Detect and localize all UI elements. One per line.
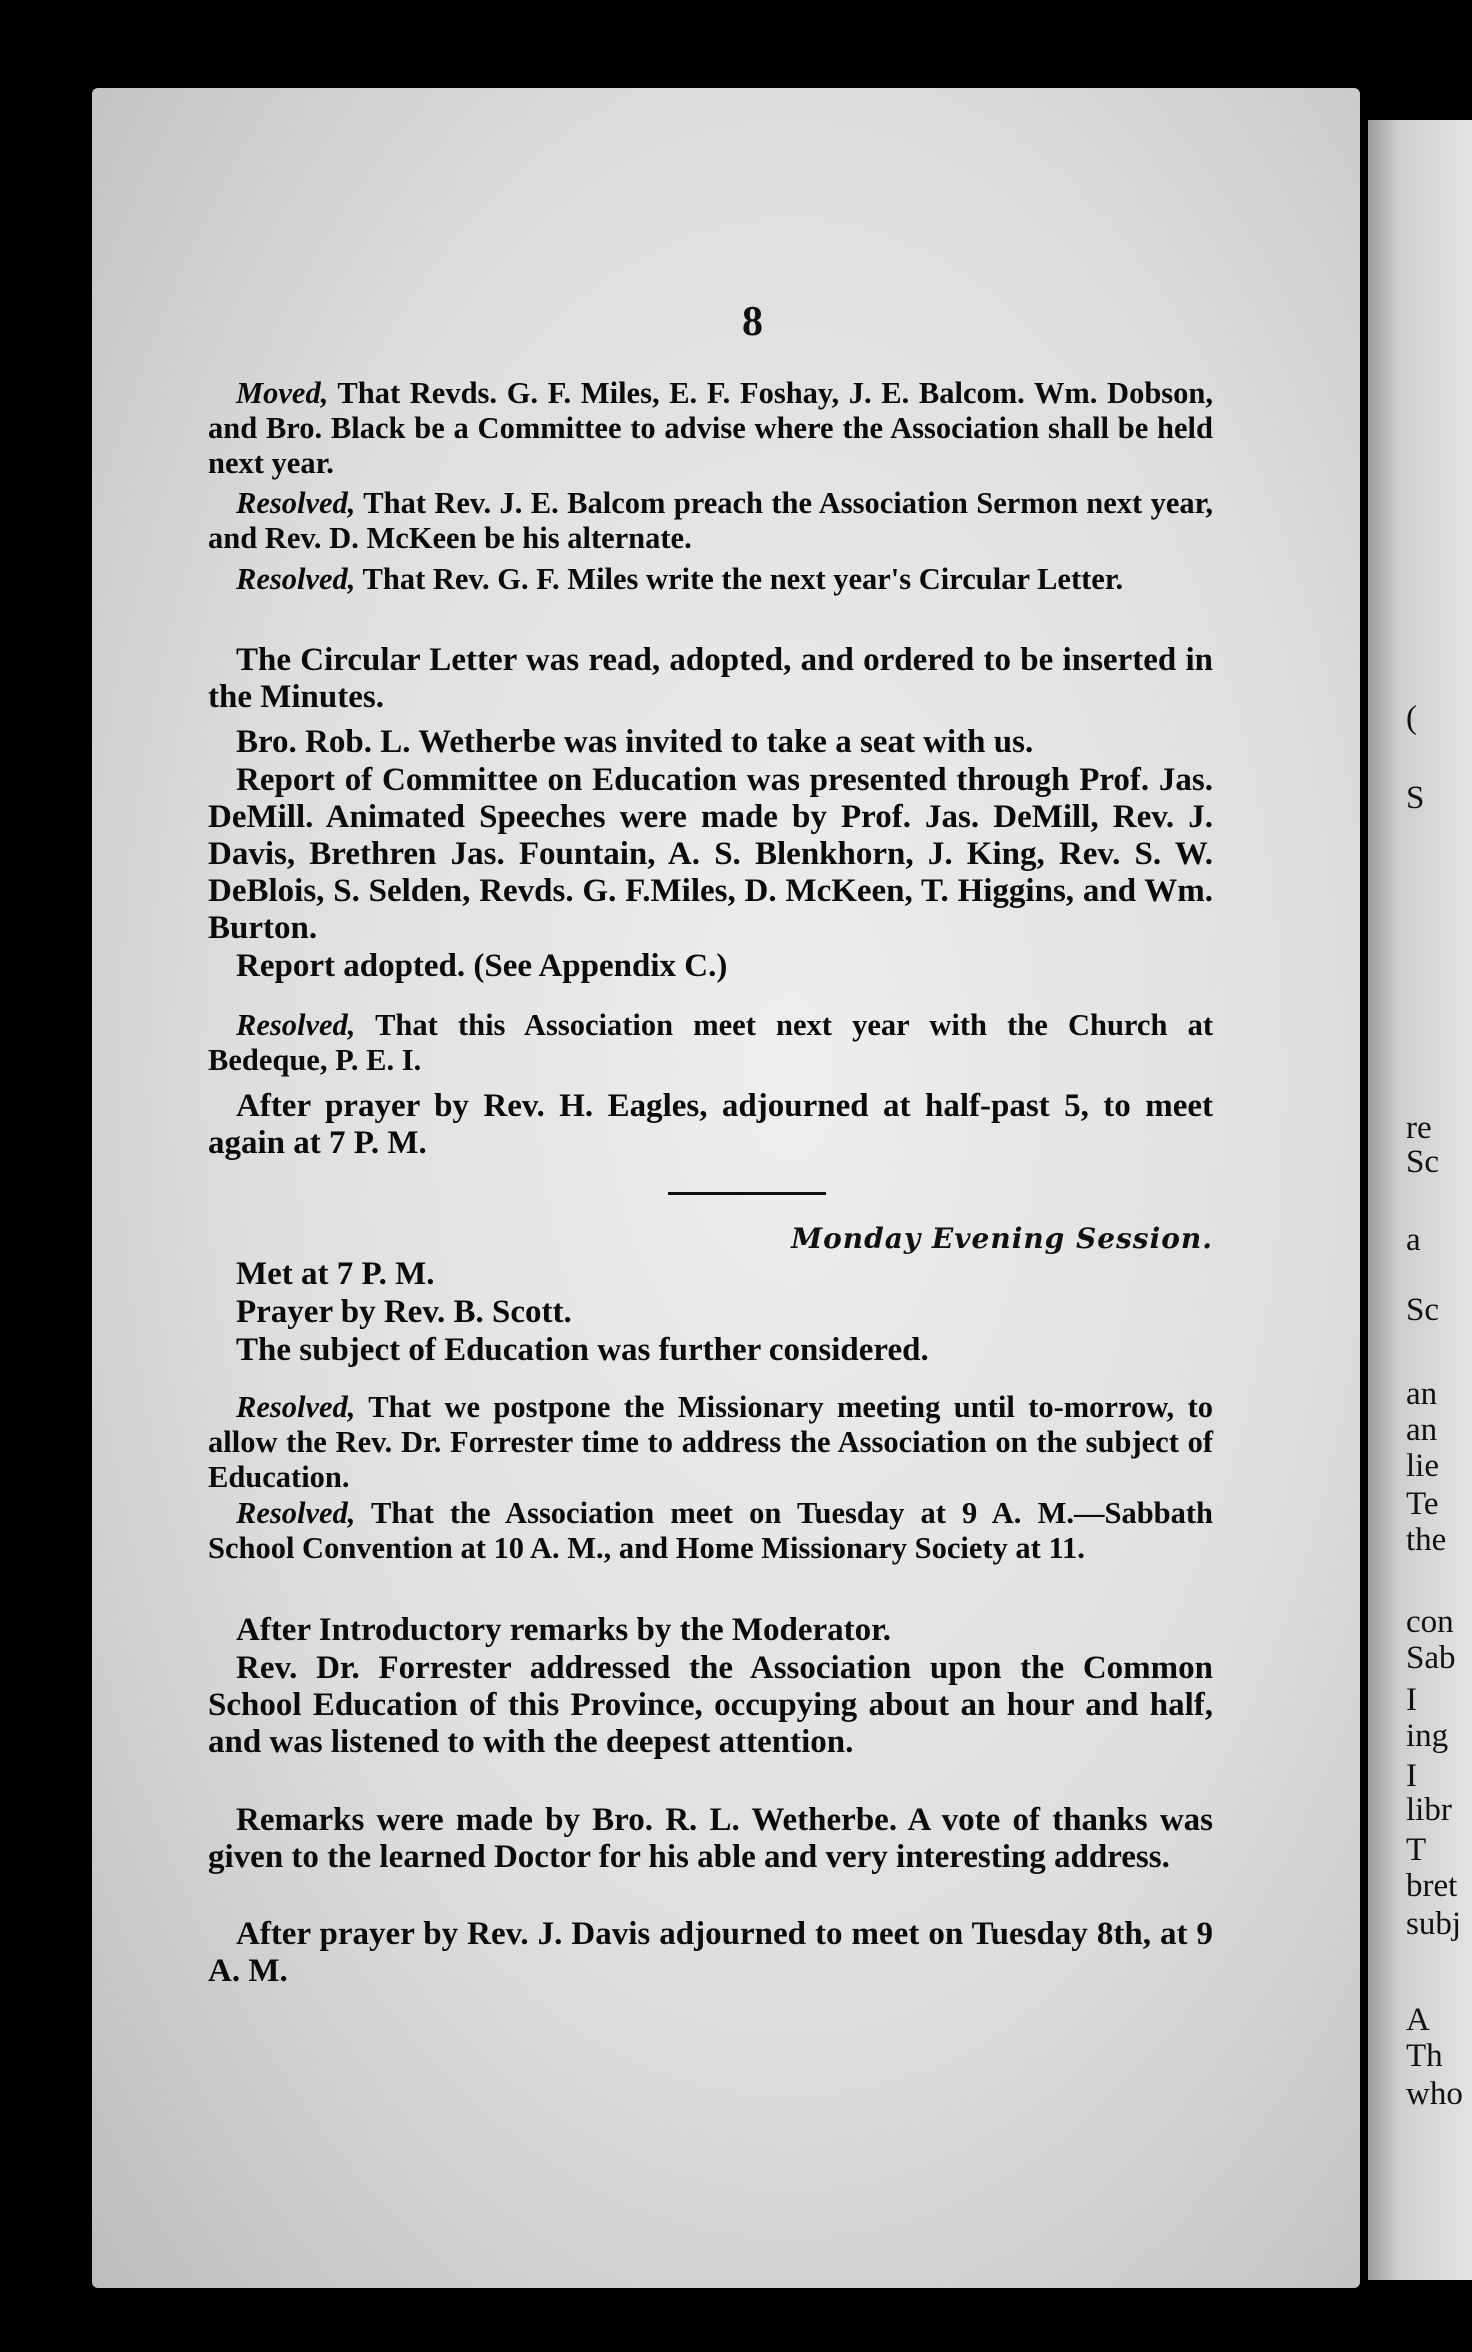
paragraph <box>208 1008 1213 1078</box>
section-divider <box>668 1192 826 1195</box>
paragraph-lead: Resolved, <box>236 1390 356 1424</box>
paragraph <box>208 948 1213 985</box>
paragraph-text: That this Association meet next year with the Church at Bedeque, P. E. I. <box>208 1008 1213 1077</box>
paragraph-text: That Rev. G. F. Miles write the next year's Circular Letter. <box>355 562 1124 596</box>
fragment-text: I <box>1406 1682 1417 1718</box>
paragraph-text: That the Association meet on Tuesday at 9 A. M.—Sabbath School Convention at 10 A. M., and Home Missionary Society at 11. <box>208 1496 1213 1565</box>
paragraph-text: Remarks were made by Bro. R. L. Wetherbe. A vote of thanks was given to the learned Doctor for his able and very interesting address. <box>208 1802 1213 1875</box>
paragraph-text: Bro. Rob. L. Wetherbe was invited to take a seat with us. <box>236 724 1034 760</box>
text-line: Met at 7 P. M. <box>236 1256 435 1292</box>
paragraph-lead: Resolved, <box>236 1496 356 1530</box>
fragment-text: an <box>1406 1376 1438 1412</box>
section-heading: Monday Evening Session. <box>791 1222 1213 1255</box>
paragraph <box>208 562 1213 597</box>
paragraph <box>208 1916 1213 1990</box>
paragraph <box>208 642 1213 716</box>
fragment-text: subj <box>1406 1906 1462 1942</box>
paragraph <box>208 1612 1213 1649</box>
fragment-text: who <box>1406 2076 1463 2112</box>
adjacent-page-edge <box>1368 120 1472 2280</box>
fragment-text: I <box>1406 1758 1417 1794</box>
paragraph-text: Rev. Dr. Forrester addressed the Association upon the Common School Education of this Province, occupying about an hour and half, and was listened to with the deepest attention. <box>208 1650 1213 1760</box>
paragraph-text: After Introductory remarks by the Moderator. <box>236 1612 892 1648</box>
text-line: Prayer by Rev. B. Scott. <box>236 1294 572 1330</box>
paragraph <box>208 762 1213 947</box>
fragment-text: Sc <box>1406 1292 1439 1328</box>
fragment-text: con <box>1406 1604 1454 1640</box>
fragment-text: Sab <box>1406 1640 1456 1676</box>
paragraph-lead: Resolved, <box>236 562 356 596</box>
fragment-text: Th <box>1406 2038 1443 2074</box>
paragraph <box>208 1390 1213 1495</box>
fragment-text: S <box>1406 780 1425 816</box>
fragment-text: A <box>1406 2002 1430 2038</box>
paragraph-text: Report of Committee on Education was presented through Prof. Jas. DeMill. Animated Speeches were made by Prof. Jas. DeMill, Rev. J. Davis, Brethren Jas. Fountain, A. S. Blenkhorn, J. King, Rev. S. W. DeBlois, S. Selden, Revds. G. F.Miles, D. McKeen, T. Higgins, and Wm. Burton. <box>208 762 1213 946</box>
paragraph <box>208 376 1213 481</box>
paragraph-lead: Moved, <box>236 376 329 410</box>
paragraph-text: Report adopted. (See Appendix C.) <box>236 948 728 984</box>
fragment-text: bret <box>1406 1868 1458 1904</box>
paragraph <box>208 1650 1213 1761</box>
paragraph-text: After prayer by Rev. H. Eagles, adjourned at half-past 5, to meet again at 7 P. M. <box>208 1088 1213 1161</box>
fragment-text: T <box>1406 1832 1427 1868</box>
paragraph <box>208 1496 1213 1566</box>
text-line: The subject of Education was further considered. <box>236 1332 929 1368</box>
fragment-text: Te <box>1406 1486 1439 1522</box>
paragraph-text: That we postpone the Missionary meeting until to-morrow, to allow the Rev. Dr. Forrester time to address the Association on the subject of Education. <box>208 1390 1213 1494</box>
paragraph-text: After prayer by Rev. J. Davis adjourned to meet on Tuesday 8th, at 9 A. M. <box>208 1916 1213 1989</box>
fragment-text: a <box>1406 1222 1421 1258</box>
paragraph-text: The Circular Letter was read, adopted, and ordered to be inserted in the Minutes. <box>208 642 1213 715</box>
fragment-text: Sc <box>1406 1144 1439 1180</box>
page-number: 8 <box>742 299 763 345</box>
fragment-text: lie <box>1406 1448 1439 1484</box>
paragraph-text: That Revds. G. F. Miles, E. F. Foshay, J. E. Balcom. Wm. Dobson, and Bro. Black be a Committee to advise where the Association shall be held next year. <box>208 376 1213 480</box>
paragraph-lead: Resolved, <box>236 1008 356 1042</box>
paragraph <box>208 486 1213 556</box>
fragment-text: the <box>1406 1522 1447 1558</box>
fragment-text: ( <box>1406 700 1417 736</box>
paragraph <box>208 724 1213 761</box>
paragraph <box>208 1802 1213 1876</box>
fragment-text: libr <box>1406 1792 1452 1828</box>
fragment-text: an <box>1406 1412 1438 1448</box>
fragment-text: re <box>1406 1110 1432 1146</box>
paragraph-lead: Resolved, <box>236 486 356 520</box>
paragraph-text: That Rev. J. E. Balcom preach the Association Sermon next year, and Rev. D. McKeen be his alternate. <box>208 486 1213 555</box>
paragraph <box>208 1088 1213 1162</box>
fragment-text: ing <box>1406 1718 1449 1754</box>
